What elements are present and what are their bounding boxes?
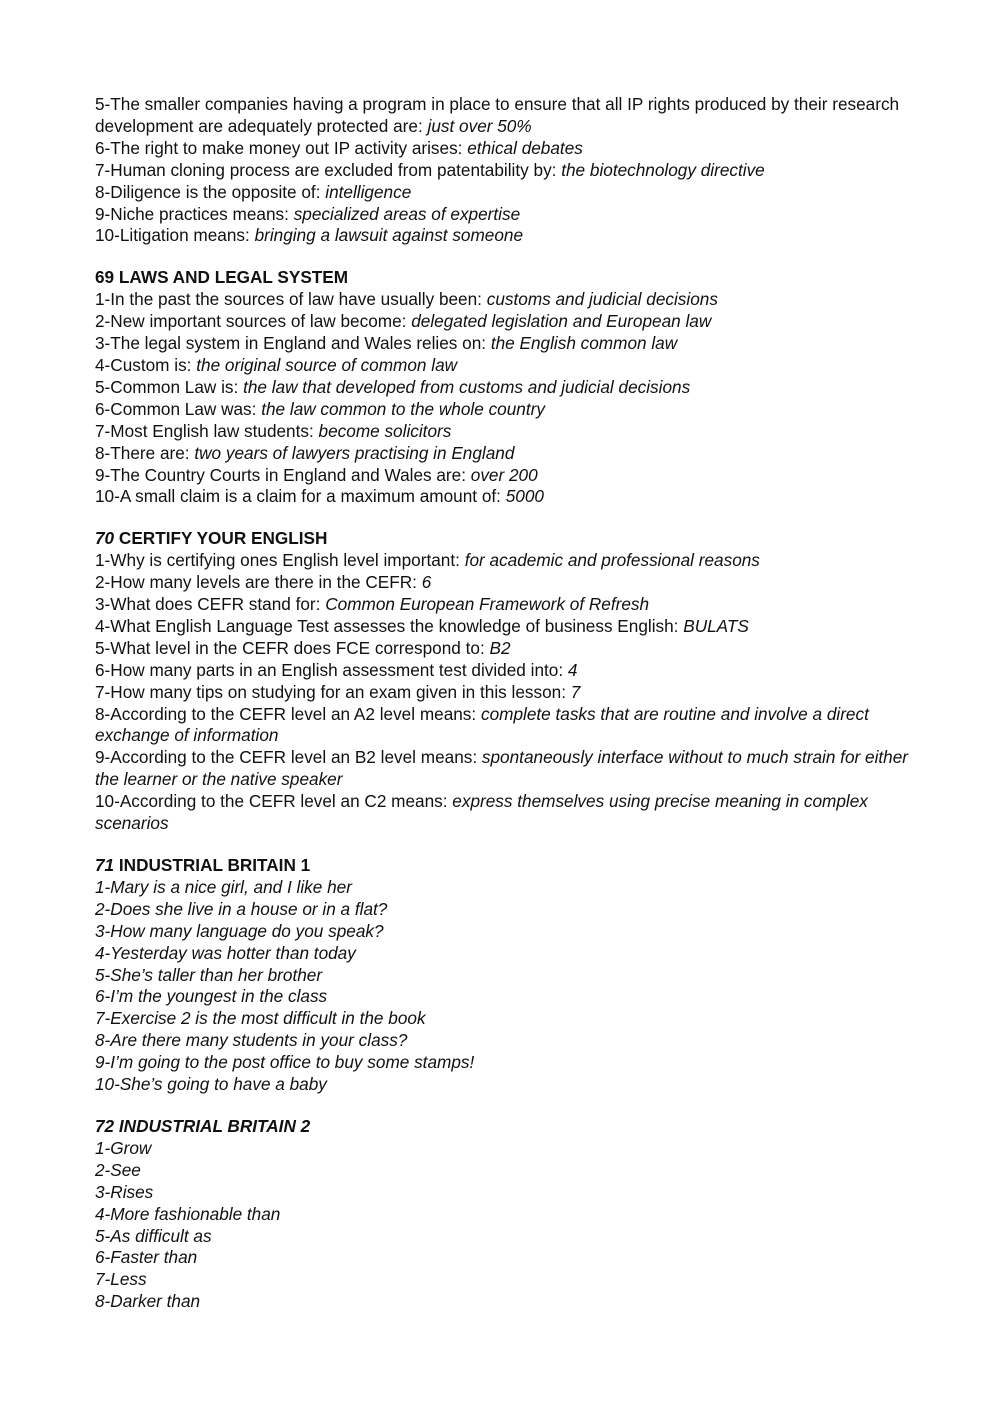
answer-text: the English common law <box>490 333 678 354</box>
section-69 <box>95 267 915 508</box>
question-text: 10-Litigation means: <box>95 225 255 246</box>
section-gap <box>95 1096 915 1116</box>
answer-text: two years of lawyers practising in England <box>194 442 515 463</box>
list-item: 8-Darker than <box>95 1291 201 1312</box>
list-item: 2-See <box>95 1159 141 1180</box>
section-title: 72 INDUSTRIAL BRITAIN 2 <box>95 1115 311 1136</box>
list-item: 4-More fashionable than <box>95 1203 281 1224</box>
question-text: 3-The legal system in England and Wales relies on: <box>95 333 491 354</box>
qa-line <box>95 311 915 333</box>
qa-line <box>95 421 915 443</box>
qa-line <box>95 225 915 247</box>
list-item: 6-I’m the youngest in the class <box>95 986 328 1007</box>
section-title-text: CERTIFY YOUR ENGLISH <box>114 528 328 549</box>
answer-text: customs and judicial decisions <box>486 289 718 310</box>
answer-text: just over 50% <box>427 115 532 136</box>
section-title: 69 LAWS AND LEGAL SYSTEM <box>95 267 349 288</box>
answer-text: 6 <box>421 572 432 593</box>
answer-text: 5000 <box>505 486 544 507</box>
question-text: 5-The smaller companies having a program in place to ensure that all IP rights produced by their research development are adequately protected are: <box>95 94 900 136</box>
qa-line <box>95 616 915 638</box>
qa-line <box>95 160 915 182</box>
qa-line <box>95 486 915 508</box>
list-item: 3-How many language do you speak? <box>95 920 384 941</box>
question-text: 8-Diligence is the opposite of: <box>95 181 326 202</box>
question-text: 2-How many levels are there in the CEFR: <box>95 572 422 593</box>
question-text: 9-According to the CEFR level an B2 level means: <box>95 747 482 768</box>
section-70 <box>95 528 915 835</box>
qa-line <box>95 594 915 616</box>
section-title <box>95 528 915 550</box>
section-gap <box>95 247 915 267</box>
question-text: 10-According to the CEFR level an C2 means: <box>95 791 453 812</box>
question-text: 9-The Country Courts in England and Wales are: <box>95 464 471 485</box>
qa-line <box>95 682 915 704</box>
answer-text: the original source of common law <box>196 354 458 375</box>
qa-line <box>95 704 915 748</box>
question-text: 10-A small claim is a claim for a maximum amount of: <box>95 486 506 507</box>
question-text: 5-Common Law is: <box>95 376 244 397</box>
qa-line <box>95 443 915 465</box>
intro-list <box>95 94 915 247</box>
question-text: 9-Niche practices means: <box>95 203 294 224</box>
list-item: 3-Rises <box>95 1181 154 1202</box>
answer-text: Common European Framework of Refresh <box>325 594 650 615</box>
qa-line <box>95 333 915 355</box>
list-item: 2-Does she live in a house or in a flat? <box>95 898 388 919</box>
section-title <box>95 855 915 877</box>
section-number: 71 <box>95 855 115 875</box>
question-text: 4-What English Language Test assesses the knowledge of business English: <box>95 615 684 636</box>
qa-line <box>95 550 915 572</box>
qa-line <box>95 377 915 399</box>
question-text: 2-New important sources of law become: <box>95 311 412 332</box>
answer-text: B2 <box>489 637 511 658</box>
answer-text: the law that developed from customs and judicial decisions <box>243 376 691 397</box>
answer-text: 7 <box>570 681 581 702</box>
qa-line <box>95 138 915 160</box>
answer-text: specialized areas of expertise <box>293 203 521 224</box>
list-item: 5-She’s taller than her brother <box>95 964 323 985</box>
list-item: 5-As difficult as <box>95 1225 212 1246</box>
qa-line <box>95 204 915 226</box>
answer-text: complete tasks that are routine and involve a direct exchange of information <box>95 703 869 746</box>
qa-line <box>95 94 915 138</box>
list-item: 1-Mary is a nice girl, and I like her <box>95 876 352 897</box>
list-item: 10-She’s going to have a baby <box>95 1074 327 1095</box>
question-text: 7-Most English law students: <box>95 420 319 441</box>
answer-text: over 200 <box>470 464 538 485</box>
question-text: 4-Custom is: <box>95 354 197 375</box>
list-item: 1-Grow <box>95 1137 152 1158</box>
list-item: 7-Exercise 2 is the most difficult in the book <box>95 1008 426 1029</box>
section-72 <box>95 1116 915 1313</box>
question-text: 7-How many tips on studying for an exam given in this lesson: <box>95 681 571 702</box>
answer-text: delegated legislation and European law <box>411 311 712 332</box>
answer-text: bringing a lawsuit against someone <box>254 225 524 246</box>
section-71 <box>95 855 915 1096</box>
qa-line <box>95 791 915 835</box>
qa-line <box>95 660 915 682</box>
answer-text: the law common to the whole country <box>261 398 545 419</box>
qa-line <box>95 465 915 487</box>
section-number: 70 <box>95 528 115 549</box>
question-text: 8-There are: <box>95 442 195 463</box>
question-text: 6-How many parts in an English assessment test divided into: <box>95 659 568 680</box>
list-item: 6-Faster than <box>95 1247 198 1268</box>
question-text: 1-Why is certifying ones English level important: <box>95 550 465 571</box>
question-text: 6-Common Law was: <box>95 398 262 419</box>
question-text: 1-In the past the sources of law have usually been: <box>95 289 487 310</box>
list-item: 4-Yesterday was hotter than today <box>95 942 356 963</box>
answer-text: ethical debates <box>467 137 583 158</box>
section-gap <box>95 835 915 855</box>
answer-text: BULATS <box>683 615 749 636</box>
qa-line <box>95 289 915 311</box>
answer-text: 4 <box>567 659 578 680</box>
answer-text: become solicitors <box>318 420 452 441</box>
document-page <box>95 94 915 1313</box>
list-item: 7-Less <box>95 1269 147 1290</box>
qa-line <box>95 355 915 377</box>
section-title-text: INDUSTRIAL BRITAIN 1 <box>114 855 311 875</box>
qa-line <box>95 182 915 204</box>
question-text: 7-Human cloning process are excluded from patentability by: <box>95 159 562 180</box>
question-text: 8-According to the CEFR level an A2 level means: <box>95 703 481 724</box>
qa-line <box>95 638 915 660</box>
qa-line <box>95 747 915 791</box>
qa-line <box>95 572 915 594</box>
answer-text: the biotechnology directive <box>561 159 765 180</box>
answer-text: for academic and professional reasons <box>464 550 760 571</box>
question-text: 5-What level in the CEFR does FCE correspond to: <box>95 637 490 658</box>
answer-text: express themselves using precise meaning in complex scenarios <box>95 791 868 834</box>
section-gap <box>95 508 915 528</box>
list-item: 8-Are there many students in your class? <box>95 1030 408 1051</box>
answer-text: intelligence <box>325 181 412 202</box>
question-text: 6-The right to make money out IP activity arises: <box>95 137 468 158</box>
list-item: 9-I’m going to the post office to buy some stamps! <box>95 1052 475 1073</box>
question-text: 3-What does CEFR stand for: <box>95 594 326 615</box>
answer-text: spontaneously interface without to much strain for either the learner or the native speaker <box>95 747 909 790</box>
qa-line <box>95 399 915 421</box>
